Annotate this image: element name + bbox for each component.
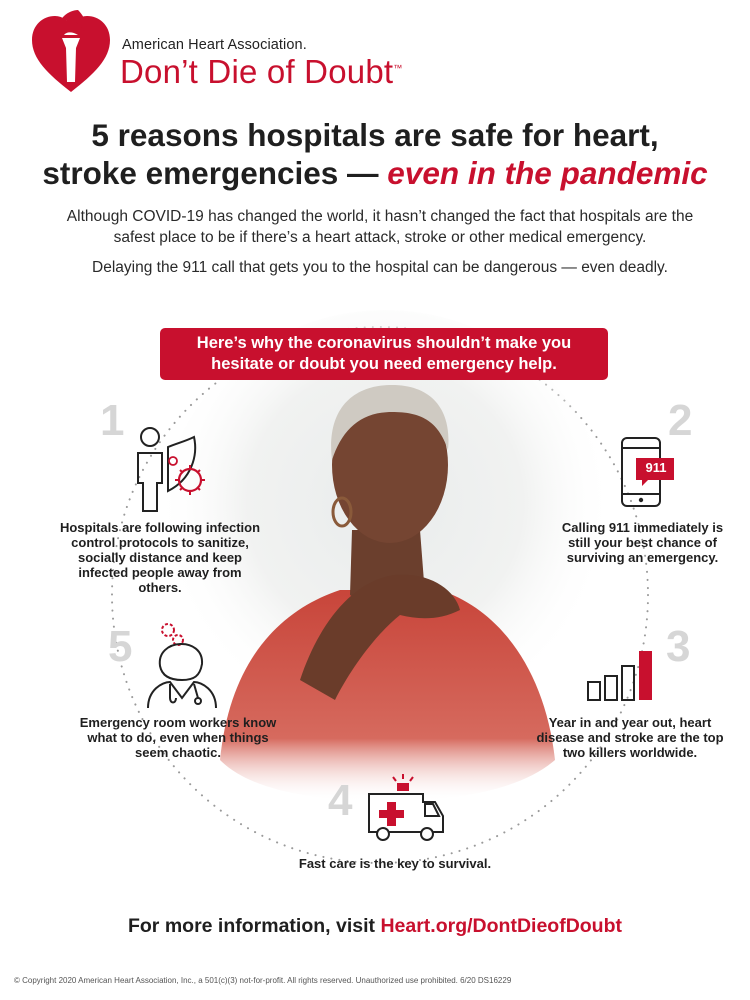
aha-heart-torch-logo (28, 4, 114, 94)
reason-2-number: 2 (668, 396, 693, 445)
organization-name: American Heart Association. (122, 37, 307, 53)
reason-5-text: Emergency room workers know what to do, even when things seem chaotic. (79, 715, 277, 760)
reason-1-text: Hospitals are following infection control protocols to sanitize, socially distance and keep infected people away from others. (59, 520, 261, 595)
title-emphasis: even in the pandemic (387, 155, 708, 191)
intro-paragraph-2: Delaying the 911 call that gets you to the hospital can be dangerous — even deadly. (92, 259, 668, 276)
copyright-notice: © Copyright 2020 American Heart Association, Inc., a 501(c)(3) not-for-profit. All rights reserved. Unauthorized use prohibited. 6/20 DS16229 (14, 976, 512, 985)
campaign-tagline: Don’t Die of Doubt™ (120, 53, 403, 90)
badge-911: 911 (645, 460, 667, 475)
reason-3-text: Year in and year out, heart disease and stroke are the top two killers worldwide. (536, 715, 724, 760)
reason-4-text: Fast care is the key to survival. (298, 856, 492, 871)
ambulance-icon (365, 772, 447, 844)
footer-more-info: For more information, visit Heart.org/DontDieofDoubt (127, 915, 622, 937)
reason-5-number: 5 (108, 622, 133, 671)
heart-org-link[interactable]: Heart.org/DontDieofDoubt (380, 915, 622, 937)
reason-4-number: 4 (328, 776, 353, 825)
reason-3-number: 3 (666, 622, 691, 671)
reason-2-text: Calling 911 immediately is still your best chance of surviving an emergency. (561, 520, 724, 565)
intro-paragraph-1: Although COVID-19 has changed the world, it hasn’t changed the fact that hospitals are the safest place to be if there’s a heart attack, stroke or other medical emergency. (66, 208, 694, 246)
reasons-banner: Here’s why the coronavirus shouldn’t make you hesitate or doubt you need emergency help. (160, 328, 608, 380)
page-title: 5 reasons hospitals are safe for heart, stroke emergencies — even in the pandemic (42, 117, 708, 191)
reason-1-number: 1 (100, 396, 125, 445)
shield-virus-person-icon (128, 425, 218, 513)
doctor-gears-icon (146, 618, 218, 710)
bar-chart-icon (586, 648, 658, 704)
